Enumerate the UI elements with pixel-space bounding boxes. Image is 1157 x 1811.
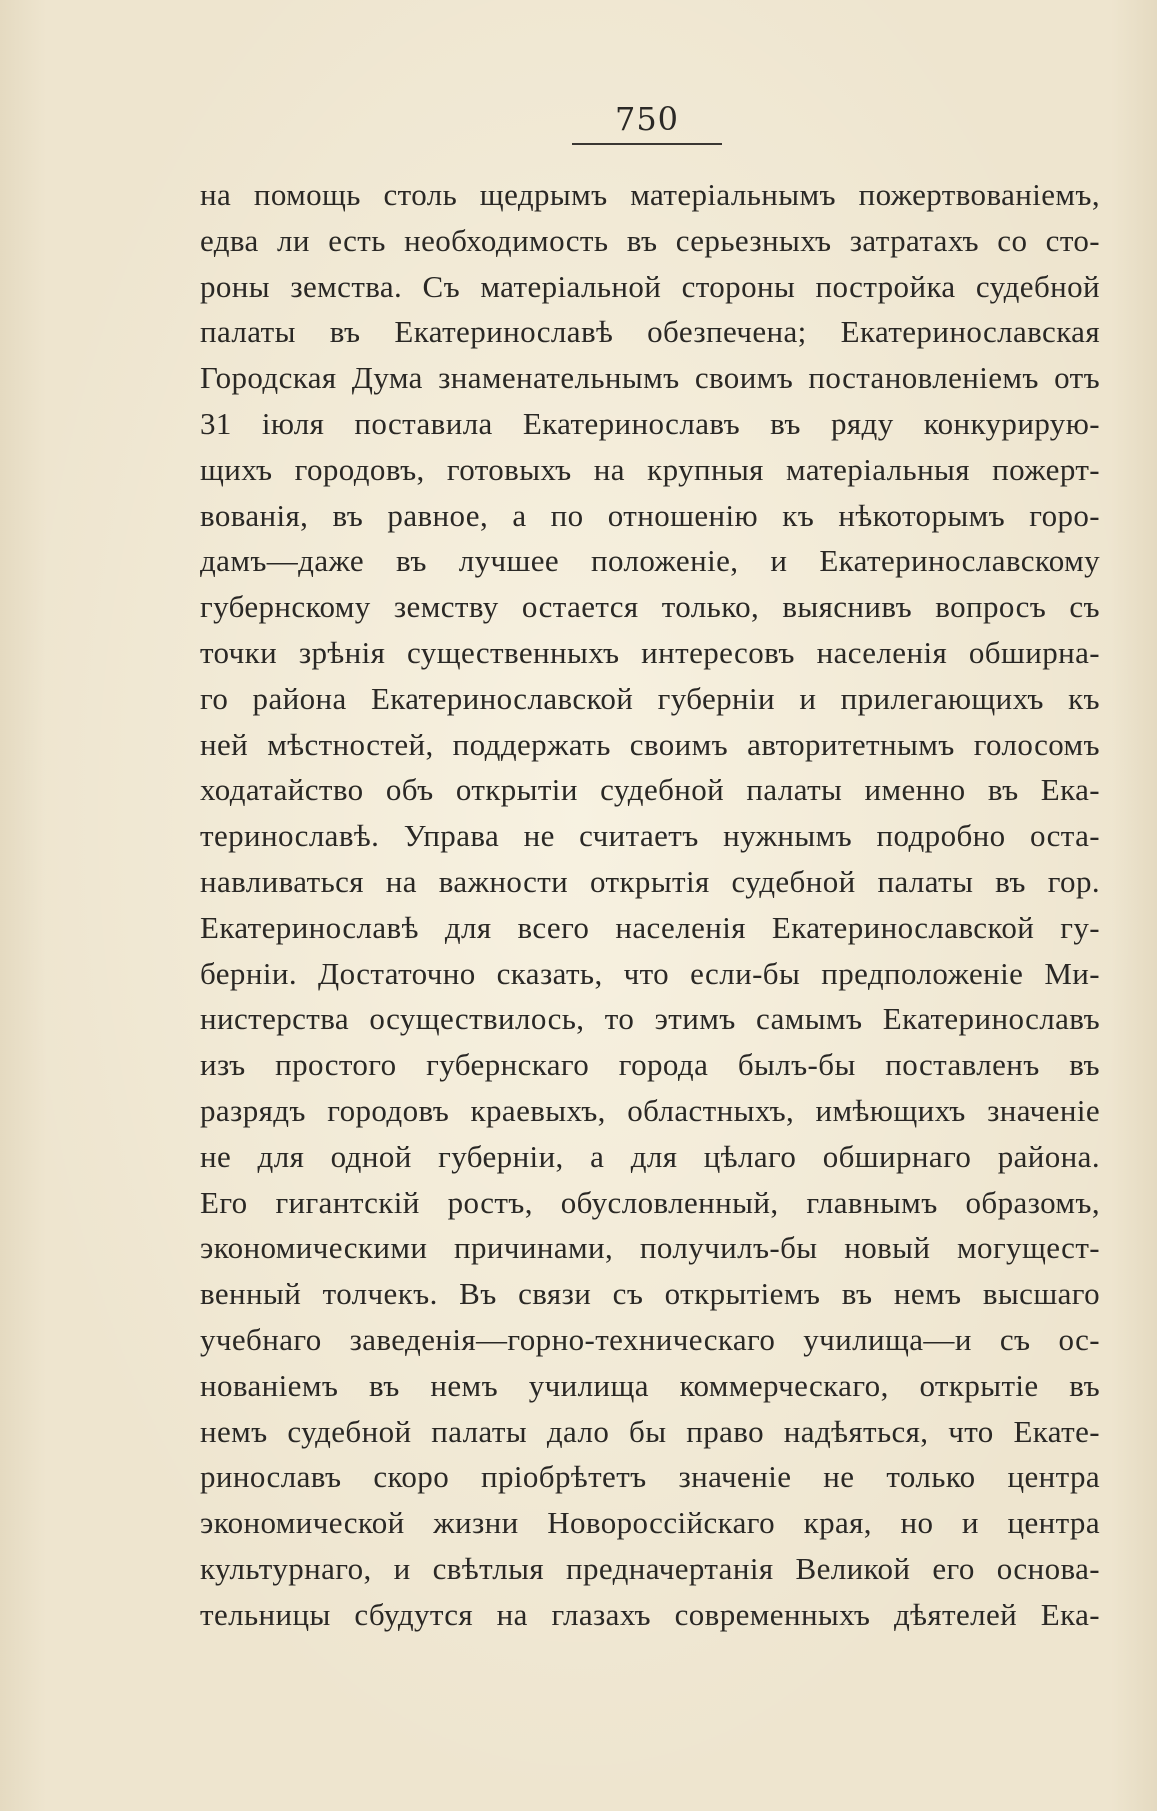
text-line: вованія, въ равное, а по отношенію къ нѣкоторымъ горо-: [200, 497, 1100, 533]
text-line: точки зрѣнія существенныхъ интересовъ населенія обширна-: [200, 634, 1100, 670]
text-line: Его гигантскій ростъ, обусловленный, главнымъ образомъ,: [200, 1184, 1100, 1220]
text-line: щихъ городовъ, готовыхъ на крупныя матеріальныя пожерт-: [200, 451, 1100, 487]
text-line: экономическими причинами, получилъ-бы новый могущест-: [200, 1230, 1100, 1266]
text-line: разрядъ городовъ краевыхъ, областныхъ, имѣющихъ значеніе: [200, 1092, 1100, 1128]
text-line: теринославѣ. Управа не считаетъ нужнымъ подробно оста-: [200, 818, 1100, 854]
text-line: культурнаго, и свѣтлыя предначертанія Великой его основа-: [200, 1550, 1100, 1586]
text-line: го района Екатеринославской губерніи и прилегающихъ къ: [200, 680, 1100, 716]
text-line: экономической жизни Новороссійскаго края, но и центра: [200, 1505, 1100, 1541]
text-line: немъ судебной палаты дало бы право надѣяться, что Екате-: [200, 1413, 1100, 1449]
text-line: на помощь столь щедрымъ матеріальнымъ пожертвованіемъ,: [200, 177, 1100, 212]
text-line: роны земства. Съ матеріальной стороны постройка судебной: [200, 268, 1100, 304]
text-line: изъ простого губернскаго города былъ-бы поставленъ въ: [200, 1047, 1100, 1083]
page-number: 750: [614, 100, 680, 138]
text-line: нованіемъ въ немъ училища коммерческаго, открытіе въ: [200, 1367, 1100, 1403]
text-line: не для одной губерніи, а для цѣлаго обширнаго района.: [200, 1138, 1100, 1174]
text-line: венный толчекъ. Въ связи съ открытіемъ въ немъ высшаго: [200, 1276, 1100, 1312]
text-line: губернскому земству остается только, выяснивъ вопросъ съ: [200, 589, 1100, 625]
body-text: [200, 172, 1100, 1638]
text-line: тельницы сбудутся на глазахъ современныхъ дѣятелей Ека-: [200, 1596, 1100, 1632]
text-line: едва ли есть необходимость въ серьезныхъ затратахъ со сто-: [200, 222, 1100, 258]
text-line: Городская Дума знаменательнымъ своимъ постановленіемъ отъ: [200, 360, 1100, 396]
text-line: берніи. Достаточно сказать, что если-бы предположеніе Ми-: [200, 955, 1100, 991]
text-line: нистерства осуществилось, то этимъ самымъ Екатеринославъ: [200, 1001, 1100, 1037]
text-line: ринославъ скоро пріобрѣтетъ значеніе не только центра: [200, 1459, 1100, 1495]
page-number-underline: [572, 143, 722, 145]
text-line: дамъ—даже въ лучшее положеніе, и Екатеринославскому: [200, 543, 1100, 579]
text-line: ней мѣстностей, поддержать своимъ авторитетнымъ голосомъ: [200, 726, 1100, 762]
text-line: 31 іюля поставила Екатеринославъ въ ряду конкурирую-: [200, 405, 1100, 441]
text-line: палаты въ Екатеринославѣ обезпечена; Екатеринославская: [200, 314, 1100, 350]
text-line: учебнаго заведенія—горно-техническаго училища—и съ ос-: [200, 1321, 1100, 1357]
text-line: ходатайство объ открытіи судебной палаты именно въ Ека-: [200, 772, 1100, 808]
text-line: навливаться на важности открытія судебной палаты въ гор.: [200, 863, 1100, 899]
text-line: Екатеринославѣ для всего населенія Екатеринославской гу-: [200, 909, 1100, 945]
